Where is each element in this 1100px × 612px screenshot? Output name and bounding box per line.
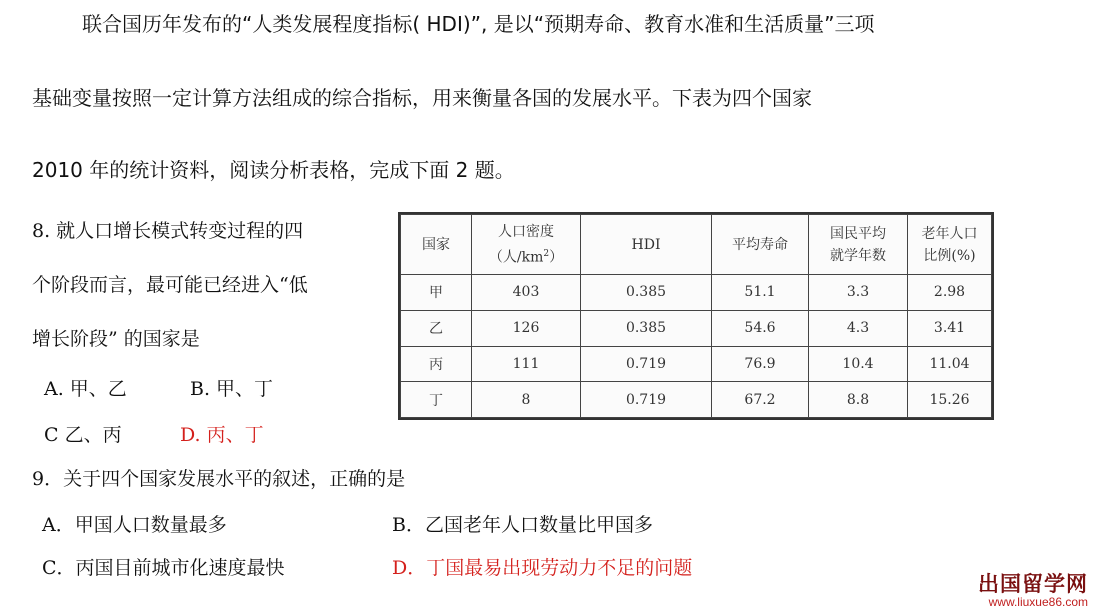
- cell-life: 76.9: [712, 346, 809, 382]
- header-density-line2: （人/km: [488, 249, 544, 266]
- header-edu-line1: 国民平均: [830, 225, 886, 242]
- q8-option-c: C 乙、丙: [44, 424, 122, 446]
- cell-old: 3.41: [908, 310, 992, 346]
- cell-old: 2.98: [908, 275, 992, 311]
- q8-stem-line-3: 增长阶段” 的国家是: [32, 328, 200, 350]
- cell-old: 15.26: [908, 382, 992, 418]
- cell-hdi: 0.719: [581, 346, 712, 382]
- table-row: [401, 346, 992, 382]
- cell-life: 51.1: [712, 275, 809, 311]
- q9-option-b: B．乙国老年人口数量比甲国多: [392, 514, 653, 536]
- intro-line-2: 基础变量按照一定计算方法组成的综合指标，用来衡量各国的发展水平。下表为四个国家: [32, 86, 812, 110]
- q8-option-d-answer: D. 丙、丁: [180, 424, 264, 446]
- header-country: 国家: [401, 215, 472, 275]
- q8-stem-line-1: 8. 就人口增长模式转变过程的四: [32, 220, 304, 242]
- cell-edu: 8.8: [809, 382, 908, 418]
- cell-life: 54.6: [712, 310, 809, 346]
- q9-option-c: C．丙国目前城市化速度最快: [42, 557, 285, 579]
- header-old-line1: 老年人口: [921, 225, 978, 242]
- intro-line-1: 联合国历年发布的“人类发展程度指标( HDI)”, 是以“预期寿命、教育水准和生活质量”三项: [82, 12, 875, 36]
- header-hdi: HDI: [581, 215, 712, 275]
- table-header-row: [401, 215, 992, 275]
- cell-country: 丁: [401, 382, 472, 418]
- watermark-url: www.liuxue86.com: [988, 595, 1088, 609]
- q9-stem: 9．关于四个国家发展水平的叙述，正确的是: [32, 468, 406, 490]
- cell-old: 11.04: [908, 346, 992, 382]
- table-row: [401, 275, 992, 311]
- header-life: 平均寿命: [712, 215, 809, 275]
- q9-option-d-answer: D．丁国最易出现劳动力不足的问题: [392, 557, 693, 579]
- header-density: [472, 215, 581, 275]
- intro-line-3: 2010 年的统计资料，阅读分析表格，完成下面 2 题。: [32, 158, 515, 182]
- cell-density: 8: [472, 382, 581, 418]
- table-row: [401, 382, 992, 418]
- cell-edu: 4.3: [809, 310, 908, 346]
- cell-edu: 3.3: [809, 275, 908, 311]
- cell-edu: 10.4: [809, 346, 908, 382]
- q8-stem-line-2: 个阶段而言，最可能已经进入“低: [32, 274, 308, 296]
- q8-option-a: A. 甲、乙: [44, 378, 127, 400]
- cell-density: 126: [472, 310, 581, 346]
- cell-country: 丙: [401, 346, 472, 382]
- header-density-sup: 2: [543, 248, 550, 259]
- cell-country: 甲: [401, 275, 472, 311]
- header-education: [809, 215, 908, 275]
- header-density-close: ）: [549, 249, 564, 266]
- cell-hdi: 0.385: [581, 310, 712, 346]
- cell-hdi: 0.719: [581, 382, 712, 418]
- statistics-table: [398, 212, 994, 420]
- watermark-name: 出国留学网: [978, 572, 1088, 596]
- header-density-line1: 人口密度: [498, 223, 554, 240]
- table-row: [401, 310, 992, 346]
- cell-density: 111: [472, 346, 581, 382]
- watermark: [978, 572, 1088, 608]
- cell-hdi: 0.385: [581, 275, 712, 311]
- cell-life: 67.2: [712, 382, 809, 418]
- header-elderly: [908, 215, 992, 275]
- header-old-line2: 比例(%): [923, 247, 976, 264]
- header-edu-line2: 就学年数: [830, 247, 886, 264]
- cell-country: 乙: [401, 310, 472, 346]
- q8-option-b: B. 甲、丁: [190, 378, 274, 400]
- q9-option-a: A．甲国人口数量最多: [42, 514, 227, 536]
- cell-density: 403: [472, 275, 581, 311]
